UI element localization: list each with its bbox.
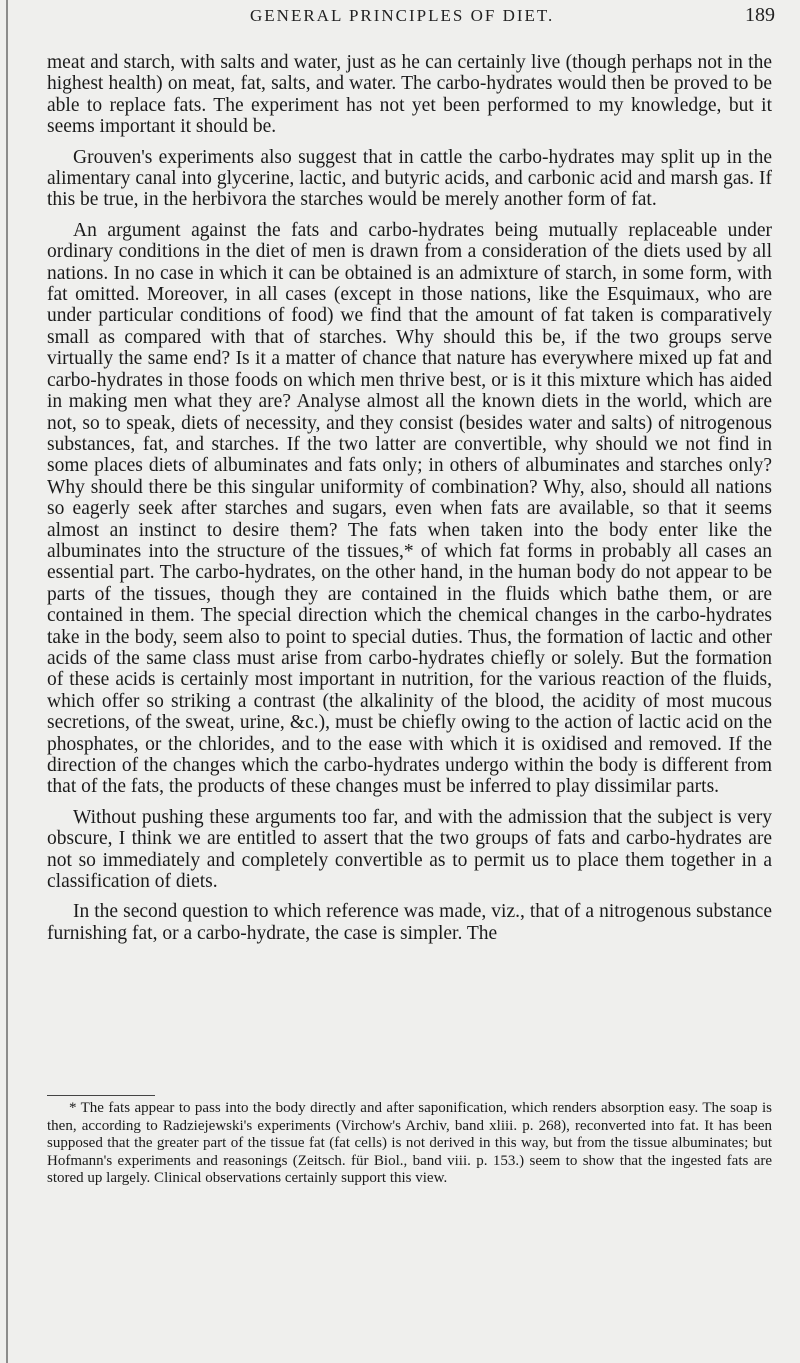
paragraph-argument: An argument against the fats and carbo-hydrates being mutually replaceable under ordinary conditions in the diet of men is drawn from a consideration of the diets used by all nations. In no case in which it can be obtained is an admixture of starch, in some form, with fat omitted. Moreover, in all cases (except in those nations, like the Esquimaux, who are under particular conditions of food) we find that the amount of fat taken is comparatively small as compared with that of starches. Why should this be, if the two groups serve virtually the same end? Is it a matter of chance that nature has everywhere mixed up fat and carbo-hydrates in those foods on which men thrive best, or is it this mixture which has aided in making men what they are? Analyse almost all the known diets in the world, which are not, so to speak, diets of necessity, and they consist (besides water and salts) of nitrogenous substances, fat, and starches. If the two latter are convertible, why should we not find in some places diets of albuminates and fats only; in others of albuminates and starches only? Why should there be this singular uniformity of combination? Why, also, should all nations so eagerly seek after starches and sugars, even when fats are available, so that it seems almost an instinct to desire them? The fats when taken into the body enter like the albuminates into the structure of the tissues,* of which fat forms in probably all cases an essential part. The carbo-hydrates, on the other hand, in the human body do not appear to be parts of the tissues, though they are contained in the fluids which bathe them, or are contained in them. The special direction which the chemical changes in the carbo-hydrates take in the body, seem also to point to special duties. Thus, the formation of lactic and other acids of the same class must arise from carbo-hydrates chiefly or solely. But the formation of these acids is certainly most important in nutrition, for the various reaction of the fluids, which offer so striking a contrast (the alkalinity of the blood, the acidity of most mucous secretions, of the sweat, urine, &c.), must be chiefly owing to the action of lactic acid on the phosphates, or the chlorides, and to the ease with which it is oxidised and removed. If the direction of the changes which the carbo-hydrates undergo within the body is different from that of the fats, the products of these changes must be inferred to play dissimilar parts.	[47, 219, 772, 798]
paragraph-continuation: meat and starch, with salts and water, just as he can certainly live (though perhaps not in the highest health) on meat, fat, salts, and water. The carbo-hydrates would then be proved to be able to replace fats. The experiment has not yet been performed to my knowledge, but it seems important it should be.	[47, 52, 772, 138]
paragraph-second-question: In the second question to which reference was made, viz., that of a nitrogenous substance furnishing fat, or a carbo-hydrate, the case is simpler. The	[47, 901, 772, 944]
running-title: GENERAL PRINCIPLES OF DIET.	[250, 6, 555, 25]
footnote-rule	[47, 1095, 155, 1096]
body-text	[47, 52, 772, 944]
paragraph-without-pushing: Without pushing these arguments too far, and with the admission that the subject is very obscure, I think we are entitled to assert that the two groups of fats and carbo-hydrates are not so immediately and completely convertible as to permit us to place them together in a classification of diets.	[47, 806, 772, 893]
binding-edge-line	[6, 0, 8, 1363]
paragraph-grouven: Grouven's experiments also suggest that in cattle the carbo-hydrates may split up in the alimentary canal into glycerine, lactic, and butyric acids, and carbonic acid and marsh gas. If this be true, in the herbivora the starches would be merely another form of fat.	[47, 146, 772, 211]
footnote: * The fats appear to pass into the body directly and after saponification, which renders absorption easy. The soap is then, according to Radziejewski's experiments (Virchow's Archiv, band xliii. p. 268), reconverted into fat. It has been supposed that the greater part of the tissue fat (fat cells) is not derived in this way, but from the tissue albuminates; but Hofmann's experiments and reasonings (Zeitsch. für Biol., band viii. p. 153.) seem to show that the ingested fats are stored up largely. Clinical observations certainly support this view.	[47, 1100, 772, 1186]
page-number: 189	[745, 4, 775, 26]
